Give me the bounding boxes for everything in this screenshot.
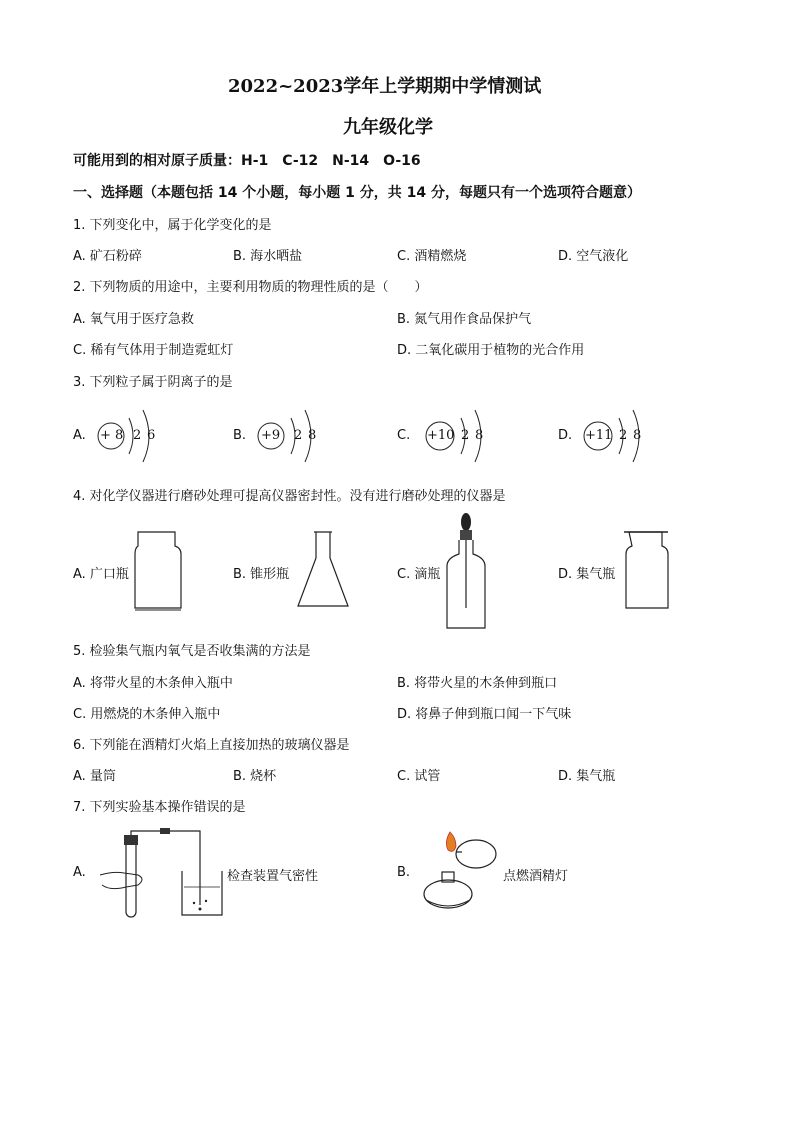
option-c[interactable]: C. 滴瓶 <box>397 567 441 582</box>
option-a-letter[interactable]: A. <box>73 865 86 880</box>
option-d[interactable]: D. 二氧化碳用于植物的光合作用 <box>397 343 585 358</box>
electron-count: 8 <box>475 428 484 443</box>
electron-count: 2 <box>461 428 470 443</box>
nucleus-charge: +10 <box>427 428 455 443</box>
question-stem: 5. 检验集气瓶内氧气是否收集满的方法是 <box>73 644 311 659</box>
gas-collecting-bottle-icon <box>624 528 684 613</box>
nucleus-charge: +11 <box>585 428 613 443</box>
option-a[interactable]: A. 矿石粉碎 <box>73 249 142 264</box>
option-b[interactable]: B. 锥形瓶 <box>233 567 290 582</box>
question-stem: 4. 对化学仪器进行磨砂处理可提高仪器密封性。没有进行磨砂处理的仪器是 <box>73 489 506 504</box>
electron-count: 8 <box>633 428 642 443</box>
wide-mouth-bottle-icon <box>133 528 193 613</box>
question-stem: 7. 下列实验基本操作错误的是 <box>73 800 246 815</box>
question-stem: 2. 下列物质的用途中，主要利用物质的物理性质的是（ ） <box>73 280 428 295</box>
exam-title: 2022~2023学年上学期期中学情测试 <box>228 76 542 97</box>
subject-title: 九年级化学 <box>343 117 433 138</box>
option-c-letter[interactable]: C. <box>397 428 411 443</box>
question-stem: 3. 下列粒子属于阴离子的是 <box>73 375 233 390</box>
alcohol-lamp-lighting-icon <box>418 828 508 918</box>
option-a-caption: 检查装置气密性 <box>227 869 319 884</box>
option-b-letter[interactable]: B. <box>233 428 247 443</box>
option-c[interactable]: C. 稀有气体用于制造霓虹灯 <box>73 343 234 358</box>
option-c[interactable]: C. 试管 <box>397 769 441 784</box>
option-a[interactable]: A. 将带火星的木条伸入瓶中 <box>73 676 233 691</box>
dropper-bottle-icon <box>443 510 503 635</box>
atomic-mass-note: 可能用到的相对原子质量：H-1 C-12 N-14 O-16 <box>73 153 421 169</box>
nucleus-charge: + 8 <box>100 428 124 443</box>
option-a-letter[interactable]: A. <box>73 428 86 443</box>
conical-flask-icon <box>296 528 356 613</box>
option-b[interactable]: B. 氮气用作食品保护气 <box>397 312 532 327</box>
question-stem: 1. 下列变化中，属于化学变化的是 <box>73 218 272 233</box>
option-b-caption: 点燃酒精灯 <box>503 869 569 884</box>
electron-count: 8 <box>308 428 317 443</box>
section-heading: 一、选择题（本题包括 14 个小题，每小题 1 分，共 14 分，每题只有一个选项符合题意） <box>73 185 641 201</box>
option-d-letter[interactable]: D. <box>558 428 573 443</box>
option-d[interactable]: D. 空气液化 <box>558 249 629 264</box>
electron-count: 6 <box>147 428 156 443</box>
option-d[interactable]: D. 集气瓶 <box>558 769 616 784</box>
electron-count: 2 <box>294 428 303 443</box>
option-c[interactable]: C. 酒精燃烧 <box>397 249 467 264</box>
electron-count: 2 <box>133 428 142 443</box>
option-a[interactable]: A. 量筒 <box>73 769 116 784</box>
option-a[interactable]: A. 氧气用于医疗急救 <box>73 312 194 327</box>
option-d[interactable]: D. 集气瓶 <box>558 567 616 582</box>
option-b-letter[interactable]: B. <box>397 865 411 880</box>
option-b[interactable]: B. 将带火星的木条伸到瓶口 <box>397 676 558 691</box>
nucleus-charge: +9 <box>261 428 281 443</box>
option-a[interactable]: A. 广口瓶 <box>73 567 129 582</box>
option-c[interactable]: C. 用燃烧的木条伸入瓶中 <box>73 707 221 722</box>
question-stem: 6. 下列能在酒精灯火焰上直接加热的玻璃仪器是 <box>73 738 350 753</box>
option-d[interactable]: D. 将鼻子伸到瓶口闻一下气味 <box>397 707 572 722</box>
electron-count: 2 <box>619 428 628 443</box>
option-b[interactable]: B. 海水晒盐 <box>233 249 303 264</box>
option-b[interactable]: B. 烧杯 <box>233 769 277 784</box>
airtightness-check-apparatus-icon <box>100 825 230 920</box>
